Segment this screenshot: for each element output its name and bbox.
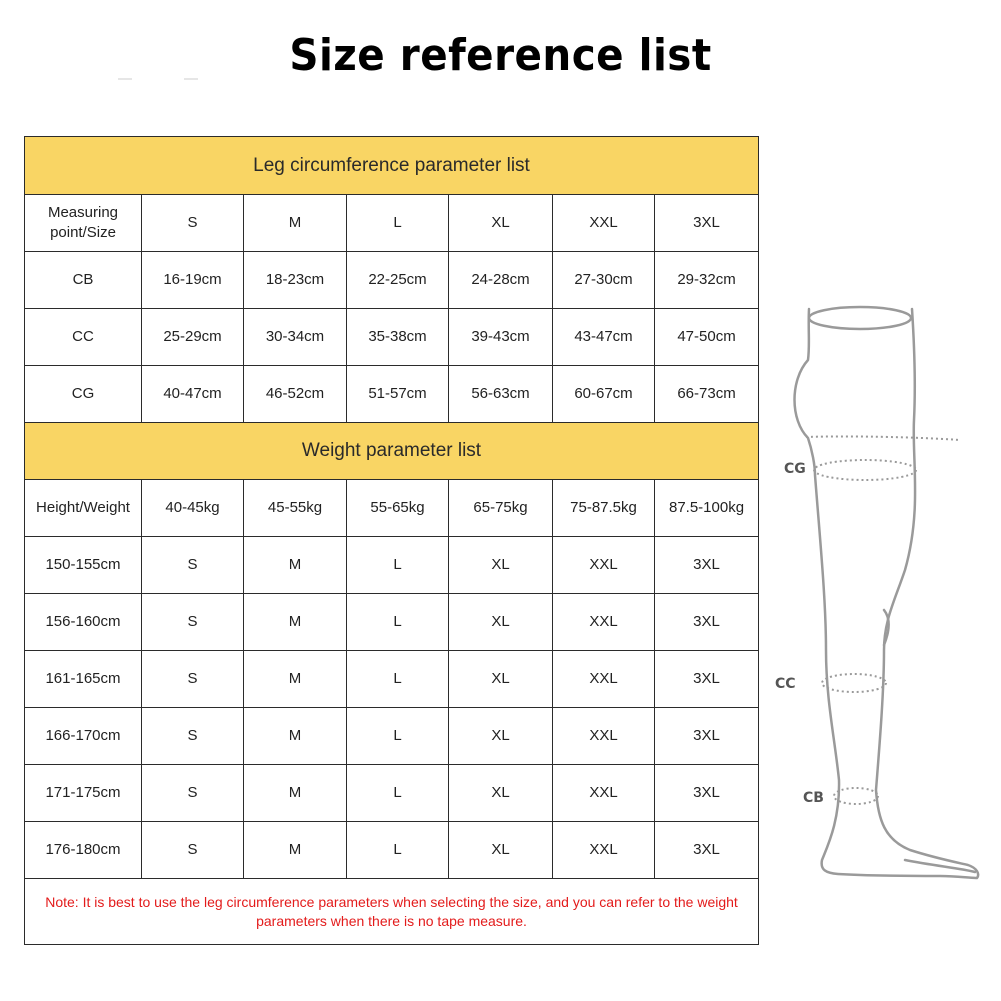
weight-cell: S xyxy=(142,822,244,879)
weight-cell: M xyxy=(244,822,347,879)
leg-table-title-row xyxy=(25,137,759,195)
leg-row-cg xyxy=(25,366,759,423)
leg-cell: 43-47cm xyxy=(553,309,655,366)
leg-cell: 46-52cm xyxy=(244,366,347,423)
weight-cell: XXL xyxy=(553,708,655,765)
weight-cell: L xyxy=(347,822,449,879)
weight-cell: L xyxy=(347,651,449,708)
leg-table-title: Leg circumference parameter list xyxy=(25,137,759,195)
leg-cell: 16-19cm xyxy=(142,252,244,309)
weight-cell: M xyxy=(244,765,347,822)
weight-header-cell: 55-65kg xyxy=(347,480,449,537)
leg-outline-back xyxy=(876,309,978,878)
leg-row-cc xyxy=(25,309,759,366)
weight-cell: M xyxy=(244,651,347,708)
thigh-top-ellipse xyxy=(809,307,911,329)
note-row xyxy=(25,879,759,945)
weight-cell: S xyxy=(142,651,244,708)
weight-table-title: Weight parameter list xyxy=(25,423,759,480)
weight-cell: 156-160cm xyxy=(25,594,142,651)
weight-row xyxy=(25,765,759,822)
weight-cell: 171-175cm xyxy=(25,765,142,822)
leg-row-cb xyxy=(25,252,759,309)
weight-cell: XXL xyxy=(553,651,655,708)
toe-curve xyxy=(905,860,975,872)
weight-row xyxy=(25,594,759,651)
leg-cell: CB xyxy=(25,252,142,309)
leg-cell: 47-50cm xyxy=(655,309,759,366)
weight-cell: XL xyxy=(449,708,553,765)
weight-header-cell: 45-55kg xyxy=(244,480,347,537)
weight-cell: XXL xyxy=(553,537,655,594)
leg-header-cell: M xyxy=(244,195,347,252)
weight-header-cell: Height/Weight xyxy=(25,480,142,537)
cg-measure-ring xyxy=(814,460,916,480)
weight-table-title-row xyxy=(25,423,759,480)
weight-cell: M xyxy=(244,708,347,765)
weight-cell: 150-155cm xyxy=(25,537,142,594)
weight-cell: 161-165cm xyxy=(25,651,142,708)
leg-header-cell: S xyxy=(142,195,244,252)
weight-header-cell: 40-45kg xyxy=(142,480,244,537)
leg-cell: 25-29cm xyxy=(142,309,244,366)
cb-label: CB xyxy=(803,790,824,806)
weight-cell: 3XL xyxy=(655,594,759,651)
weight-cell: 3XL xyxy=(655,651,759,708)
weight-cell: L xyxy=(347,765,449,822)
page-title: Size reference list xyxy=(289,30,712,81)
leg-cell: 35-38cm xyxy=(347,309,449,366)
leg-measurement-figure xyxy=(770,290,990,890)
weight-cell: XXL xyxy=(553,594,655,651)
cb-measure-ring xyxy=(834,788,878,804)
leg-header-row xyxy=(25,195,759,252)
leg-header-cell: L xyxy=(347,195,449,252)
cg-label: CG xyxy=(784,461,806,477)
weight-cell: S xyxy=(142,594,244,651)
leg-header-cell: Measuring point/Size xyxy=(25,195,142,252)
hip-dotted-line xyxy=(806,436,960,440)
leg-cell: CC xyxy=(25,309,142,366)
leg-cell: 27-30cm xyxy=(553,252,655,309)
leg-cell: CG xyxy=(25,366,142,423)
weight-cell: S xyxy=(142,537,244,594)
weight-cell: XL xyxy=(449,651,553,708)
weight-cell: S xyxy=(142,765,244,822)
leg-cell: 60-67cm xyxy=(553,366,655,423)
leg-header-cell: 3XL xyxy=(655,195,759,252)
weight-cell: XXL xyxy=(553,765,655,822)
weight-cell: L xyxy=(347,708,449,765)
weight-row xyxy=(25,537,759,594)
weight-cell: XXL xyxy=(553,822,655,879)
note-text: Note: It is best to use the leg circumference parameters when selecting the size, and you can refer to the weight parameters when there is no tape measure. xyxy=(25,879,759,945)
leg-cell: 24-28cm xyxy=(449,252,553,309)
weight-header-cell: 87.5-100kg xyxy=(655,480,759,537)
weight-header-row xyxy=(25,480,759,537)
leg-cell: 30-34cm xyxy=(244,309,347,366)
faint-marks xyxy=(118,78,198,82)
weight-cell: M xyxy=(244,594,347,651)
leg-cell: 39-43cm xyxy=(449,309,553,366)
weight-cell: S xyxy=(142,708,244,765)
weight-cell: XL xyxy=(449,765,553,822)
cc-measure-ring xyxy=(822,674,886,692)
leg-header-cell: XL xyxy=(449,195,553,252)
weight-cell: 176-180cm xyxy=(25,822,142,879)
leg-cell: 40-47cm xyxy=(142,366,244,423)
leg-cell: 51-57cm xyxy=(347,366,449,423)
weight-cell: XL xyxy=(449,822,553,879)
weight-cell: 3XL xyxy=(655,822,759,879)
weight-row xyxy=(25,822,759,879)
leg-cell: 29-32cm xyxy=(655,252,759,309)
weight-header-cell: 65-75kg xyxy=(449,480,553,537)
leg-cell: 22-25cm xyxy=(347,252,449,309)
weight-cell: XL xyxy=(449,594,553,651)
weight-cell: L xyxy=(347,594,449,651)
leg-cell: 66-73cm xyxy=(655,366,759,423)
weight-cell: 3XL xyxy=(655,537,759,594)
weight-cell: 3XL xyxy=(655,765,759,822)
leg-cell: 56-63cm xyxy=(449,366,553,423)
cc-label: CC xyxy=(775,676,796,692)
size-table xyxy=(24,136,759,945)
weight-cell: M xyxy=(244,537,347,594)
weight-row xyxy=(25,708,759,765)
weight-cell: 3XL xyxy=(655,708,759,765)
weight-row xyxy=(25,651,759,708)
leg-cell: 18-23cm xyxy=(244,252,347,309)
weight-header-cell: 75-87.5kg xyxy=(553,480,655,537)
weight-cell: 166-170cm xyxy=(25,708,142,765)
leg-header-cell: XXL xyxy=(553,195,655,252)
weight-cell: XL xyxy=(449,537,553,594)
weight-cell: L xyxy=(347,537,449,594)
